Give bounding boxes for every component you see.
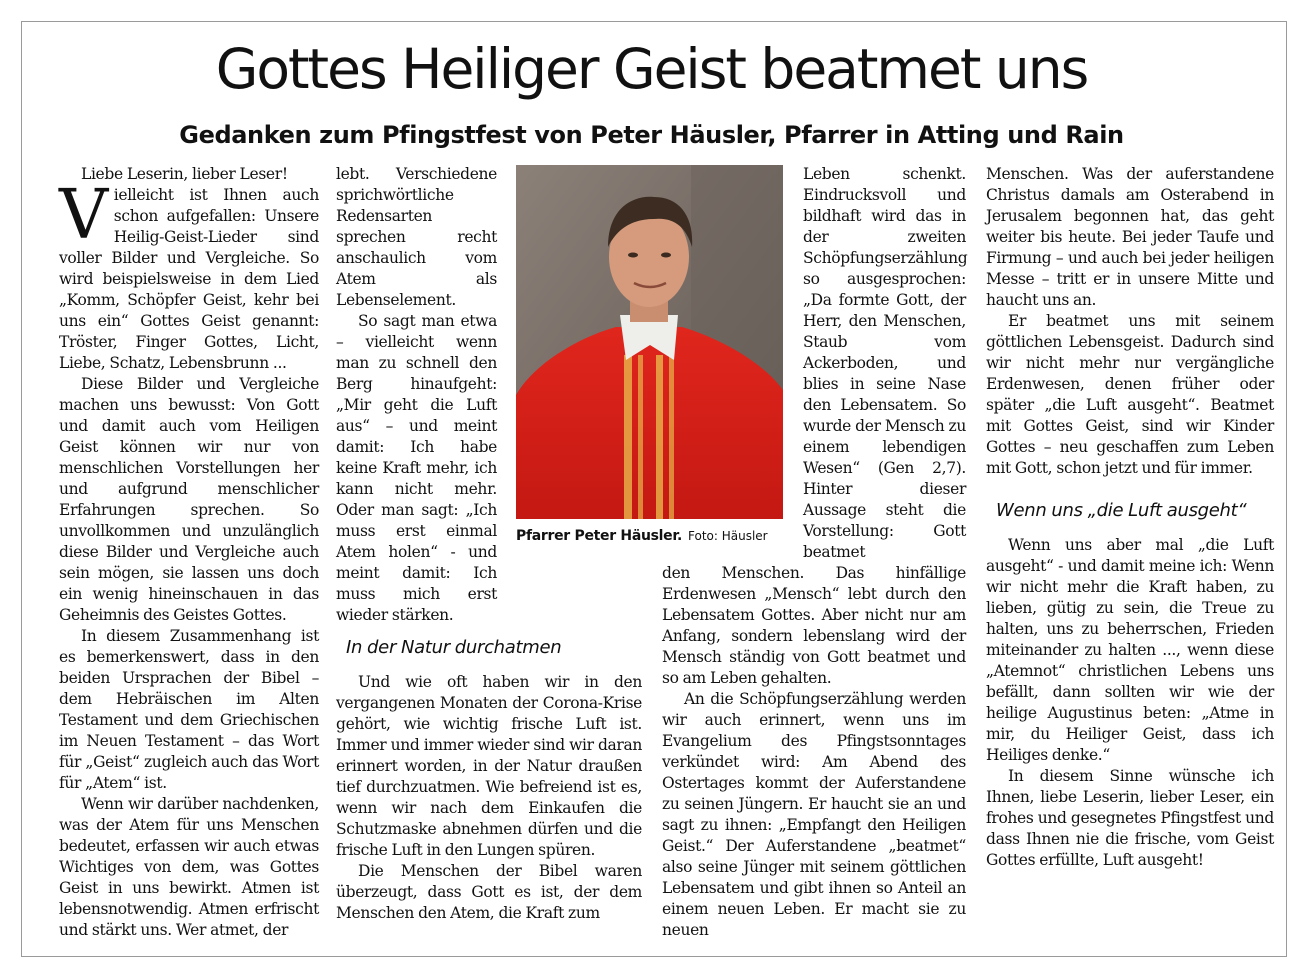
paragraph: Menschen. Was der auferstandene Christus damals am Osterabend in Jerusalem begonnen hat, das geht weiter bis heute. Bei jeder Taufe und Firmung – und auch bei jeder heiligen Messe – tritt er in unsere Mitte und haucht uns an. xyxy=(986,165,1274,309)
paragraph: lebt. Verschiedene sprichwörtliche Redensarten sprechen recht anschaulich vom Atem als Lebenselement. xyxy=(336,165,497,309)
section-heading: In der Natur durchatmen xyxy=(346,637,562,658)
article-subheadline: Gedanken zum Pfingstfest von Peter Häusler, Pfarrer in Atting und Rain xyxy=(179,121,1124,149)
paragraph: An die Schöpfungserzählung werden wir auch erinnert, wenn uns im Evangelium des Pfingstsonntages verkündet wird: Am Abend des Ostertages kommt der Auferstandene zu seinen Jüngern. Er haucht sie an und sagt zu ihnen: „Empfangt den Heiligen Geist.“ Der Auferstandene „beatmet“ also seine Jünger mit seinem göttlichen Lebensatem und gibt ihnen so Anteil an einem neuen Leben. Er macht sie zu neuen xyxy=(662,690,966,939)
paragraph-intro-text: ielleicht ist Ihnen auch schon aufgefallen: Unsere Heilig-Geist-Lieder sind voller Bilder und Vergleiche. So wird beispielsweise in dem Lied „Komm, Schöpfer Geist, kehr bei uns ein“ Gottes Geist genannt: Tröster, Finger Gottes, Licht, Liebe, Schatz, Lebensbrunn ... xyxy=(59,186,319,372)
paragraph-intro xyxy=(59,176,319,374)
paragraph: Wenn uns aber mal „die Luft ausgeht“ - und damit meine ich: Wenn wir nicht mehr die Kraft haben, zu lieben, gütig zu sein, die Treue zu halten, uns zu beherrschen, Frieden miteinander zu halten ..., wenn diese „Atemnot“ christlichen Lebens uns befällt, dann sollten wir wie der heilige Augustinus beten: „Atme in mir, du Heiliger Geist, dass ich Heiliges denke.“ xyxy=(986,536,1274,764)
paragraph: In diesem Sinne wünsche ich Ihnen, liebe Leserin, lieber Leser, ein frohes und gesegnetes Pfingstfest und dass Ihnen nie die frische, vom Geist Gottes erfüllte, Luft ausgeht! xyxy=(986,767,1274,869)
column-4 xyxy=(986,164,1274,871)
paragraph: Diese Bilder und Vergleiche machen uns bewusst: Von Gott und damit auch vom Heiligen Geist können wir nur von menschlichen Vorstellungen her und aufgrund menschlicher Erfahrungen sprechen. So unvollkommen und unzulänglich diese Bilder und Vergleiche auch sein mögen, sie lassen uns doch ein wenig hineinschauen in das Geheimnis des Geistes Gottes. xyxy=(59,375,319,624)
section-heading: Wenn uns „die Luft ausgeht“ xyxy=(996,500,1247,521)
paragraph: Die Menschen der Bibel waren überzeugt, dass Gott es ist, der dem Menschen den Atem, die Kraft zum xyxy=(336,862,642,922)
paragraph: Er beatmet uns mit seinem göttlichen Lebensgeist. Dadurch sind wir nicht mehr nur vergängliche Erdenwesen, denen früher oder später „die Luft ausgeht“. Beatmet mit Gottes Geist, sind wir Kinder Gottes – neu geschaffen zum Leben mit Gott, schon jetzt und für immer. xyxy=(986,312,1274,477)
drop-cap: V xyxy=(59,176,108,255)
column-1 xyxy=(59,164,319,941)
paragraph-text: So sagt man etwa – vielleicht wenn man zu schnell den Berg hinaufgeht: „Mir geht die Luft aus“ – und meint damit: Ich habe keine Kraft mehr, ich kann nicht mehr. Oder man sagt: „Ich muss erst einmal Atem holen“ - und meint damit: Ich muss mich erst wieder stärken. xyxy=(336,312,497,624)
portrait-photo xyxy=(516,165,783,519)
paragraph-short-lines xyxy=(336,311,497,626)
priest-portrait-illustration xyxy=(516,165,783,519)
caption-text: Pfarrer Peter Häusler. xyxy=(516,528,682,544)
photo-credit: Foto: Häusler xyxy=(688,529,768,543)
paragraph: Und wie oft haben wir in den vergangenen Monaten der Corona-Krise gehört, wie wichtig frische Luft ist. Immer und immer wieder sind wir daran erinnert worden, in der Natur draußen tief durchzuatmen. Wie befreiend ist es, wenn wir nach dem Einkaufen die Schutzmaske abnehmen dürfen und die frische Luft in den Lungen spüren. xyxy=(336,673,642,859)
photo-caption xyxy=(516,524,783,548)
paragraph: In diesem Zusammenhang ist es bemerkenswert, dass in den beiden Ursprachen der Bibel – dem Hebräischen im Alten Testament und dem Griechischen im Neuen Testament – das Wort für „Geist“ zugleich auch das Wort für „Atem“ ist. xyxy=(59,627,319,792)
paragraph: Wenn wir darüber nachdenken, was der Atem für uns Menschen bedeutet, erfassen wir auch etwas Wichtiges von dem, was Gottes Geist in uns bewirkt. Atmen ist lebensnotwendig. Atmen erfrischt und stärkt uns. Wer atmet, der xyxy=(59,795,319,939)
paragraph: Leben schenkt. Eindrucksvoll und bildhaft wird das in der zweiten Schöpfungserzählung so ausgesprochen: „Da formte Gott, der Herr, den Menschen, Staub vom Ackerboden, und blies in seine Nase den Lebensatem. So wurde der Mensch zu einem lebendigen Wesen“ (Gen 2,7). Hinter dieser Aussage steht die Vorstellung: Gott beatmet xyxy=(803,165,968,561)
column-3-top xyxy=(803,164,966,563)
article-headline: Gottes Heiliger Geist beatmet uns xyxy=(215,37,1088,101)
salutation: Liebe Leserin, lieber Leser! xyxy=(81,165,288,183)
paragraph: den Menschen. Das hinfällige Erdenwesen „Mensch“ lebt durch den Lebensatem Gottes. Aber nicht nur am Anfang, sondern lebenslang wird der Mensch ständig von Gott beatmet und so am Leben gehalten. xyxy=(662,564,966,687)
column-3 xyxy=(662,563,966,941)
column-2-top xyxy=(336,164,497,311)
